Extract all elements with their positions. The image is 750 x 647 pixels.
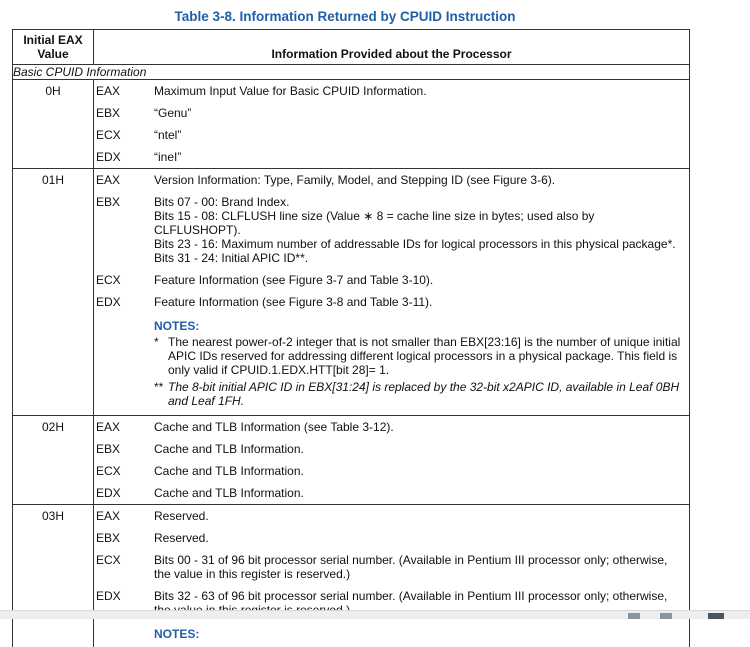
table-row [13,482,690,505]
register-cell: EDX [94,146,155,169]
notes-row [13,313,690,416]
header-col1-line1: Initial EAX [15,33,91,47]
register-cell: EDX [94,291,155,313]
description-line: Bits 31 - 24: Initial APIC ID**. [154,251,683,265]
description-line: Bits 15 - 08: CLFLUSH line size (Value ∗ 8 = cache line size in bytes; used also by CLFLUSHOPT). [154,209,683,237]
footnote [154,380,683,408]
description-line: “ineI” [154,150,683,164]
description-cell [154,169,690,192]
footnote [154,335,683,377]
description-line: Reserved. [154,509,683,523]
description-line: Feature Information (see Figure 3-7 and Table 3-10). [154,273,683,287]
header-initial-eax [13,30,94,65]
eax-value-cell: 01H [13,169,94,416]
table-row [13,291,690,313]
description-line: Bits 23 - 16: Maximum number of addressable IDs for logical processors in this physical package*. [154,237,683,251]
table-header-row [13,30,690,65]
description-line: “ntel” [154,128,683,142]
table-row [13,549,690,585]
description-line: Cache and TLB Information. [154,442,683,456]
description-cell [154,102,690,124]
header-info-provided: Information Provided about the Processor [94,30,690,65]
description-cell [154,438,690,460]
notes-heading: NOTES: [154,627,683,641]
eax-value-cell: 03H [13,505,94,647]
header-col1-line2: Value [15,47,91,61]
description-cell [154,527,690,549]
notes-heading: NOTES: [154,319,683,333]
footnote-marker: * [154,335,159,349]
fit-width-icon[interactable] [628,613,640,619]
notes-row [13,621,690,647]
register-cell: EBX [94,102,155,124]
register-cell: EBX [94,191,155,269]
register-cell: EBX [94,438,155,460]
description-cell [154,482,690,505]
dark-mode-icon[interactable] [708,613,724,619]
description-line: Reserved. [154,531,683,545]
table-row [13,269,690,291]
register-cell: EAX [94,169,155,192]
register-cell: EBX [94,527,155,549]
table-row [13,416,690,439]
description-cell [154,269,690,291]
notes-cell [154,313,690,416]
cpuid-table [12,29,690,647]
page-view-icon[interactable] [660,613,672,619]
description-line: Cache and TLB Information. [154,486,683,500]
table-row [13,124,690,146]
register-cell: ECX [94,460,155,482]
table-row [13,527,690,549]
table-row [13,169,690,192]
footnote-marker: ** [154,380,163,394]
empty-register-cell [94,621,155,647]
description-line: Bits 32 - 63 of 96 bit processor serial number. (Available in Pentium III processor only; otherwise, [154,589,683,617]
description-line: Maximum Input Value for Basic CPUID Information. [154,84,683,98]
viewer-toolbar [0,610,750,619]
footnote-text: The 8-bit initial APIC ID in EBX[31:24] is replaced by the 32-bit x2APIC ID, available in Leaf 0BH and Leaf 1FH. [168,380,679,408]
description-line: Cache and TLB Information (see Table 3-12). [154,420,683,434]
table-row [13,146,690,169]
table-row [13,438,690,460]
description-cell [154,460,690,482]
register-cell: EDX [94,482,155,505]
description-line: Bits 07 - 00: Brand Index. [154,195,683,209]
table-row [13,80,690,103]
eax-value-cell: 02H [13,416,94,505]
description-line: Cache and TLB Information. [154,464,683,478]
register-cell: ECX [94,124,155,146]
register-cell: EAX [94,416,155,439]
section-row [13,65,690,80]
description-line: “Genu” [154,106,683,120]
register-cell: ECX [94,269,155,291]
footnote-text: The nearest power-of-2 integer that is not smaller than EBX[23:16] is the number of unique initial APIC IDs reserved for addressing different logical processors in a physical package. This field is only valid if CPUID.1.EDX.HTT[bit 28]= 1. [168,335,680,377]
empty-register-cell [94,313,155,416]
register-cell: ECX [94,549,155,585]
section-label: Basic CPUID Information [13,65,690,80]
register-cell: EDX [94,585,155,621]
description-line: Version Information: Type, Family, Model, and Stepping ID (see Figure 3-6). [154,173,683,187]
eax-value-cell: 0H [13,80,94,169]
description-cell [154,505,690,528]
table-row [13,460,690,482]
table-row [13,102,690,124]
description-line: Feature Information (see Figure 3-8 and Table 3-11). [154,295,683,309]
description-cell [154,146,690,169]
description-cell [154,124,690,146]
table-title: Table 3-8. Information Returned by CPUID Instruction [0,9,690,24]
table-row [13,505,690,528]
description-cell [154,549,690,585]
description-cell [154,191,690,269]
notes-cell [154,621,690,647]
description-cell [154,80,690,103]
register-cell: EAX [94,80,155,103]
description-cell [154,291,690,313]
register-cell: EAX [94,505,155,528]
description-cell [154,416,690,439]
description-line: Bits 00 - 31 of 96 bit processor serial number. (Available in Pentium III processor only; otherwise, the value in this register is reserved.) [154,553,683,581]
table-row [13,191,690,269]
